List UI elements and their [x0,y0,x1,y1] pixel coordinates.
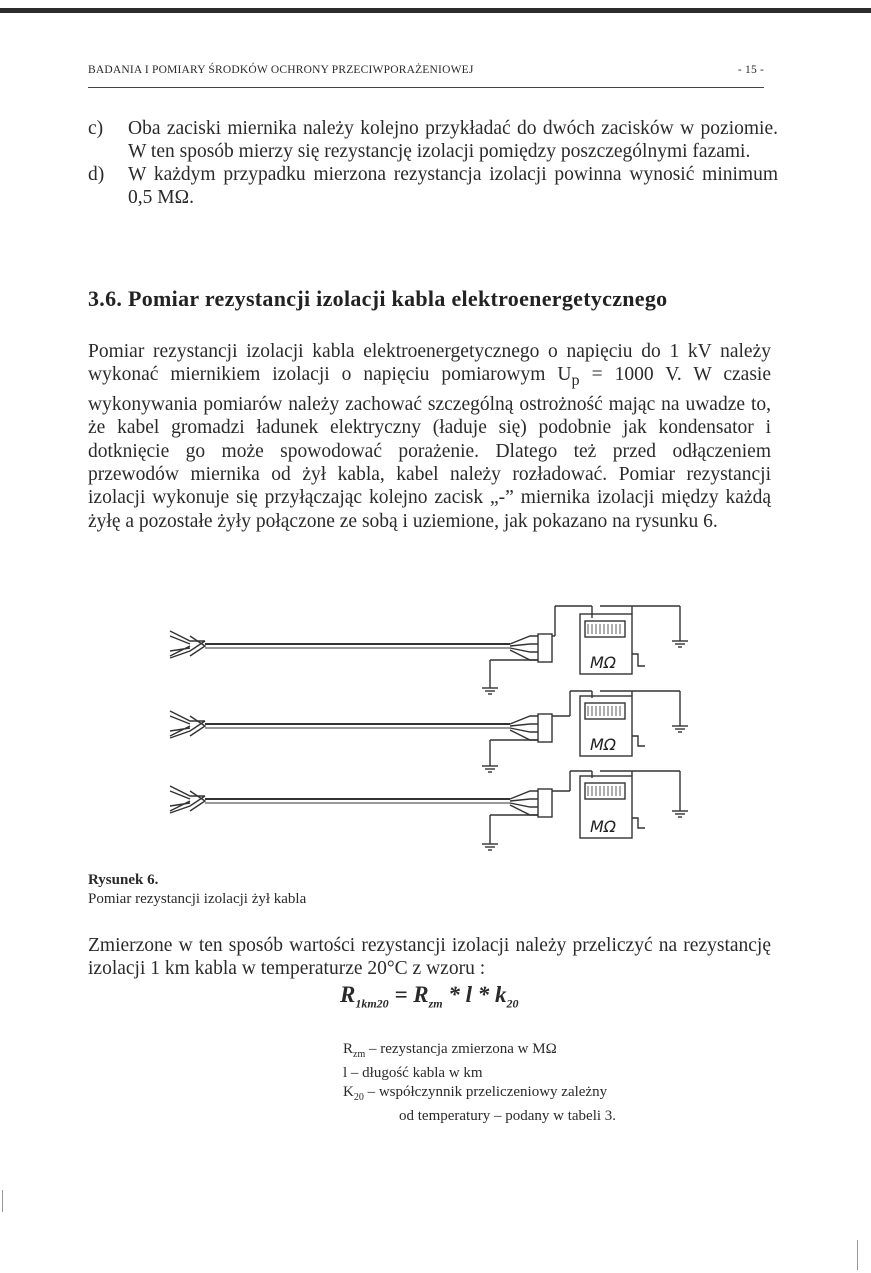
cable-2 [170,691,688,772]
legend-symbol: K [343,1084,354,1100]
list-text: Oba zaciski miernika należy kolejno przykładać do dwóch zacisków w poziomie. W ten sposób mierzy się rezystancję izolacji pomiędzy poszczególnymi fazami. [128,118,778,162]
formula-times: * [472,982,496,1007]
cable-3 [170,771,688,850]
legend-row [343,1064,616,1083]
point-list [88,117,778,209]
legend-symbol: l [343,1065,348,1081]
list-marker: d) [88,164,105,185]
list-item [88,163,778,209]
paragraph-formula-intro: Zmierzone w ten sposób wartości rezystancji izolacji należy przeliczyć na rezystancję izolacji 1 km kabla w temperaturze 20°C z wzoru : [88,935,771,980]
legend-row [343,1107,616,1126]
legend-text: – rezystancja zmierzona w MΩ [365,1041,557,1057]
legend-text: – długość kabla w km [347,1065,483,1081]
meter-label: MΩ [590,653,617,672]
formula-times: * [442,982,466,1007]
formula-lhs: R [340,982,356,1007]
legend-text: od temperatury – podany w tabeli 3. [399,1108,617,1124]
scan-edge-mark [2,1190,3,1212]
formula-r: R [413,982,429,1007]
legend-symbol: R [343,1041,354,1057]
caption-label: Rysunek 6. [88,872,159,888]
legend-sub: 20 [353,1092,364,1103]
legend-text: – współczynnik przeliczeniowy zależny [363,1084,608,1100]
figure-caption [88,871,306,909]
cable-measurement-figure [160,596,700,861]
list-text: W każdym przypadku mierzona rezystancja izolacji powinna wynosić minimum 0,5 MΩ. [128,164,778,208]
paragraph-subscript: p [571,371,580,390]
list-item [88,117,778,163]
paragraph-part: = 1000 V. W czasie wykonywania pomiarów należy zachować szczególną ostrożność mając na uwadze to, że kabel gromadzi ładunek elektryczny (ładuje się) podobnie jak kondensator i dotknięcie go może spowodować porażenie. Dlatego też przed odłączeniem przewodów miernika od żył kabla, kabel należy rozładować. Pomiar rezystancji izolacji wykonuje się przyłączając kolejno zacisk „-” miernika izolacji między każdą żyłę a pozostałe żyły połączone ze sobą i uziemione, jak pokazano na rysunku 6. [88,364,771,532]
formula-legend [343,1040,616,1126]
formula-k-sub: 20 [506,996,519,1011]
formula-r-sub: zm [428,996,443,1011]
paragraph-intro [88,340,771,533]
page-number: - 15 - [737,64,764,76]
section-title: 3.6. Pomiar rezystancji izolacji kabla elektroenergetycznego [88,286,668,311]
cable-1 [170,606,688,694]
legend-row [343,1083,616,1107]
formula-k: k [495,982,507,1007]
meter-label: MΩ [590,817,617,836]
header-title: BADANIA I POMIARY ŚRODKÓW OCHRONY PRZECIWPORAŻENIOWEJ [88,64,474,76]
scan-edge-mark [857,1240,858,1270]
paragraph-part: Pomiar rezystancji izolacji kabla elektroenergetycznego o napięciu do 1 kV należy wykonać miernikiem izolacji o napięciu pomiarowym U [88,341,771,386]
formula-l: l [465,982,473,1007]
legend-row [343,1040,616,1064]
legend-sub: zm [353,1049,366,1060]
caption-text: Pomiar rezystancji izolacji żył kabla [88,891,307,907]
header-rule [88,87,764,88]
list-marker: c) [88,118,104,139]
formula-lhs-sub: 1km20 [355,996,389,1011]
formula-eq: = [388,982,414,1007]
conversion-formula [340,982,519,1012]
scan-top-bar [0,8,871,13]
meter-label: MΩ [590,735,617,754]
